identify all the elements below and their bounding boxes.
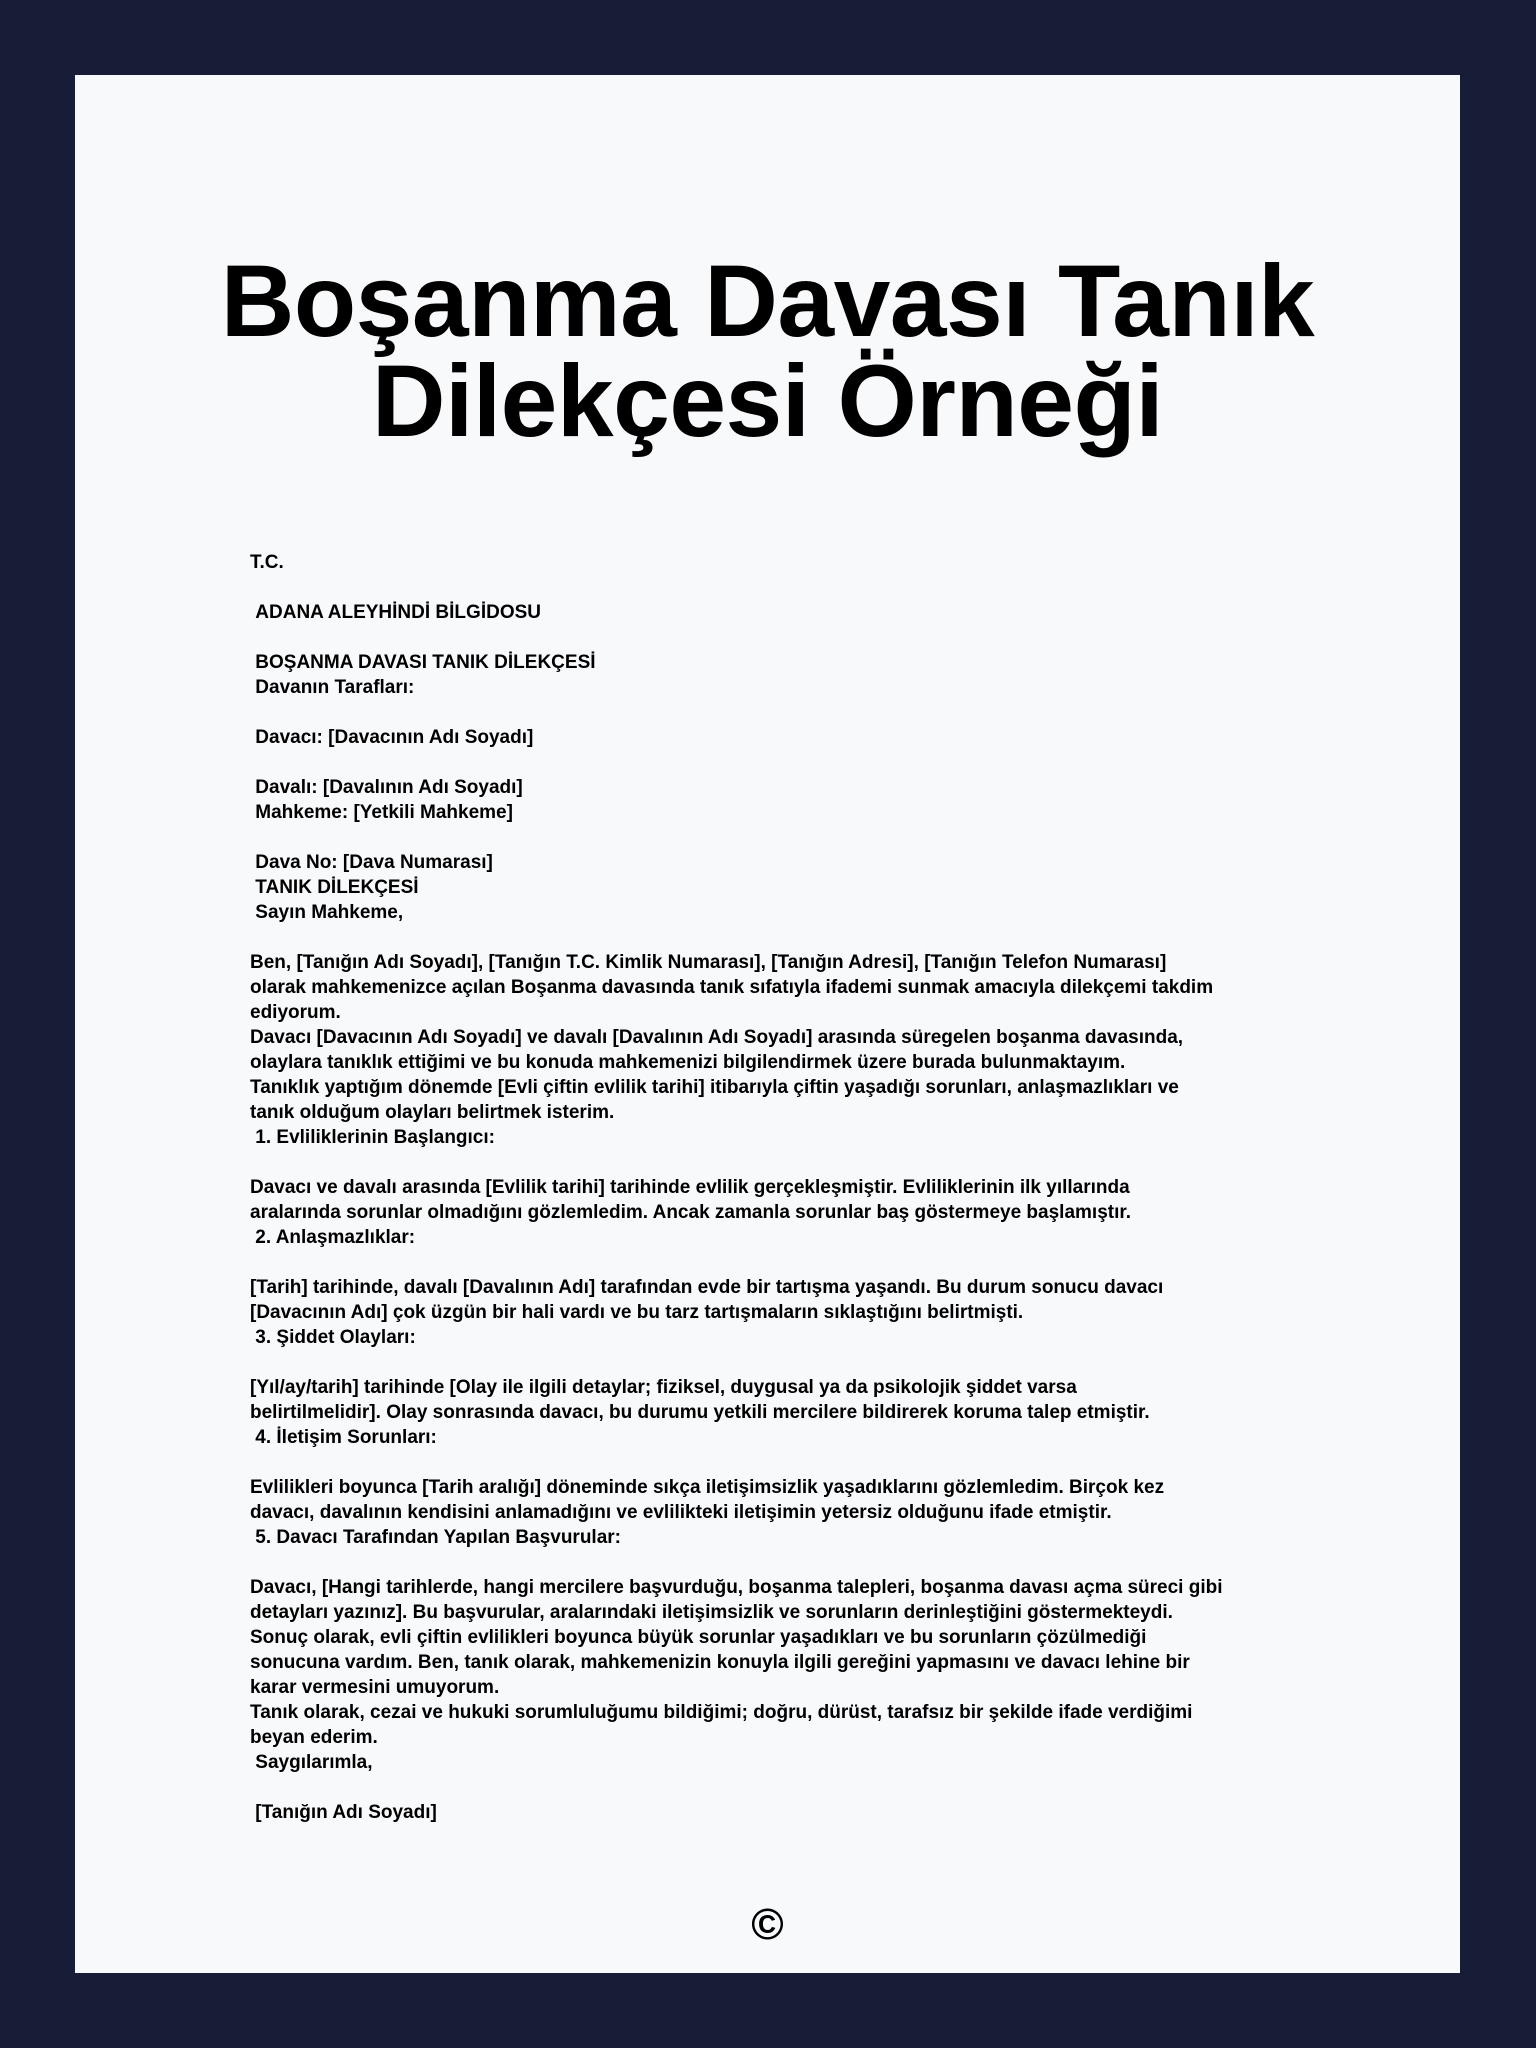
blank-line [250, 1450, 1300, 1475]
body-line: Davalı: [Davalının Adı Soyadı] [250, 777, 523, 798]
body-line: beyan ederim. [250, 1727, 378, 1748]
blank-line [250, 925, 1300, 950]
blank-line [250, 1550, 1300, 1575]
blank-line [250, 575, 1300, 600]
body-line: olaylara tanıklık ettiğimi ve bu konuda mahkemenizi bilgilendirmek üzere burada bulunmaktayım. [250, 1052, 1126, 1073]
body-line: T.C. [250, 552, 284, 573]
body-line: karar vermesini umuyorum. [250, 1677, 500, 1698]
body-line: Tanıklık yaptığım dönemde [Evli çiftin evlilik tarihi] itibarıyla çiftin yaşadığı sorunları, anlaşmazlıkları ve [250, 1077, 1179, 1098]
body-line: Mahkeme: [Yetkili Mahkeme] [250, 802, 513, 823]
blank-line [250, 1775, 1300, 1800]
body-line: Saygılarımla, [250, 1752, 373, 1773]
document-title: Boşanma Davası Tanık Dilekçesi Örneği [220, 244, 1315, 458]
blank-line [250, 1350, 1300, 1375]
blank-line [250, 1250, 1300, 1275]
body-line: Tanık olarak, cezai ve hukuki sorumluluğumu bildiğimi; doğru, dürüst, tarafsız bir şekilde ifade verdiğimi [250, 1702, 1193, 1723]
body-line: Sonuç olarak, evli çiftin evlilikleri boyunca büyük sorunlar yaşadıkları ve bu sorunların çözülmediği [250, 1627, 1147, 1648]
document-body [250, 550, 1300, 1825]
body-line: Davacı, [Hangi tarihlerde, hangi mercilere başvurduğu, boşanma talepleri, boşanma davası açma süreci gibi [250, 1577, 1223, 1598]
body-line: sonucuna vardım. Ben, tanık olarak, mahkemenizin konuyla ilgili gereğini yapmasını ve davacı lehine bir [250, 1652, 1190, 1673]
body-line: Davacı: [Davacının Adı Soyadı] [250, 727, 534, 748]
body-line: detayları yazınız]. Bu başvurular, aralarındaki iletişimsizlik ve sorunların derinleştiğini göstermekteydi. [250, 1602, 1173, 1623]
blank-line [250, 825, 1300, 850]
body-line: Davacı [Davacının Adı Soyadı] ve davalı [Davalının Adı Soyadı] arasında süregelen boşanma davasında, [250, 1027, 1184, 1048]
body-line: ediyorum. [250, 1002, 341, 1023]
body-line: [Davacının Adı] çok üzgün bir hali vardı ve bu tarz tartışmaların sıklaştığını belirtmişti. [250, 1302, 1024, 1323]
blank-line [250, 1150, 1300, 1175]
body-line: Dava No: [Dava Numarası] [250, 852, 493, 873]
body-line: TANIK DİLEKÇESİ [250, 877, 419, 898]
body-line: Davanın Tarafları: [250, 677, 415, 698]
body-line: [Yıl/ay/tarih] tarihinde [Olay ile ilgili detaylar; fiziksel, duygusal ya da psikolojik şiddet varsa [250, 1377, 1077, 1398]
blank-line [250, 750, 1300, 775]
body-line: Evlilikleri boyunca [Tarih aralığı] döneminde sıkça iletişimsizlik yaşadıklarını gözlemledim. Birçok kez [250, 1477, 1165, 1498]
blank-line [250, 700, 1300, 725]
body-line: Ben, [Tanığın Adı Soyadı], [Tanığın T.C. Kimlik Numarası], [Tanığın Adresi], [Tanığın Telefon Numarası] [250, 952, 1167, 973]
document-page [75, 75, 1460, 1973]
body-line: 5. Davacı Tarafından Yapılan Başvurular: [250, 1527, 622, 1548]
body-line: Davacı ve davalı arasında [Evlilik tarihi] tarihinde evlilik gerçekleşmiştir. Evliliklerinin ilk yıllarında [250, 1177, 1130, 1198]
body-line: 4. İletişim Sorunları: [250, 1427, 437, 1448]
body-line: 2. Anlaşmazlıklar: [250, 1227, 416, 1248]
body-line: BOŞANMA DAVASI TANIK DİLEKÇESİ [250, 652, 596, 673]
body-line: davacı, davalının kendisini anlamadığını ve evlilikteki iletişimin yetersiz olduğunu ifade etmiştir. [250, 1502, 1112, 1523]
body-line: 3. Şiddet Olayları: [250, 1327, 416, 1348]
body-line: aralarında sorunlar olmadığını gözlemledim. Ancak zamanla sorunlar baş göstermeye başlamıştır. [250, 1202, 1131, 1223]
copyright-icon: © [751, 1900, 784, 1949]
body-line: tanık olduğum olayları belirtmek isterim. [250, 1102, 615, 1123]
body-line: 1. Evliliklerinin Başlangıcı: [250, 1127, 495, 1148]
body-line: olarak mahkemenizce açılan Boşanma davasında tanık sıfatıyla ifademi sunmak amacıyla dilekçemi takdim [250, 977, 1214, 998]
body-line: [Tanığın Adı Soyadı] [250, 1802, 437, 1823]
body-line: [Tarih] tarihinde, davalı [Davalının Adı] tarafından evde bir tartışma yaşandı. Bu durum sonucu davacı [250, 1277, 1164, 1298]
body-line: ADANA ALEYHİNDİ BİLGİDOSU [250, 602, 541, 623]
body-line: Sayın Mahkeme, [250, 902, 404, 923]
blank-line [250, 625, 1300, 650]
body-line: belirtilmelidir]. Olay sonrasında davacı, bu durumu yetkili mercilere bildirerek koruma talep etmiştir. [250, 1402, 1150, 1423]
